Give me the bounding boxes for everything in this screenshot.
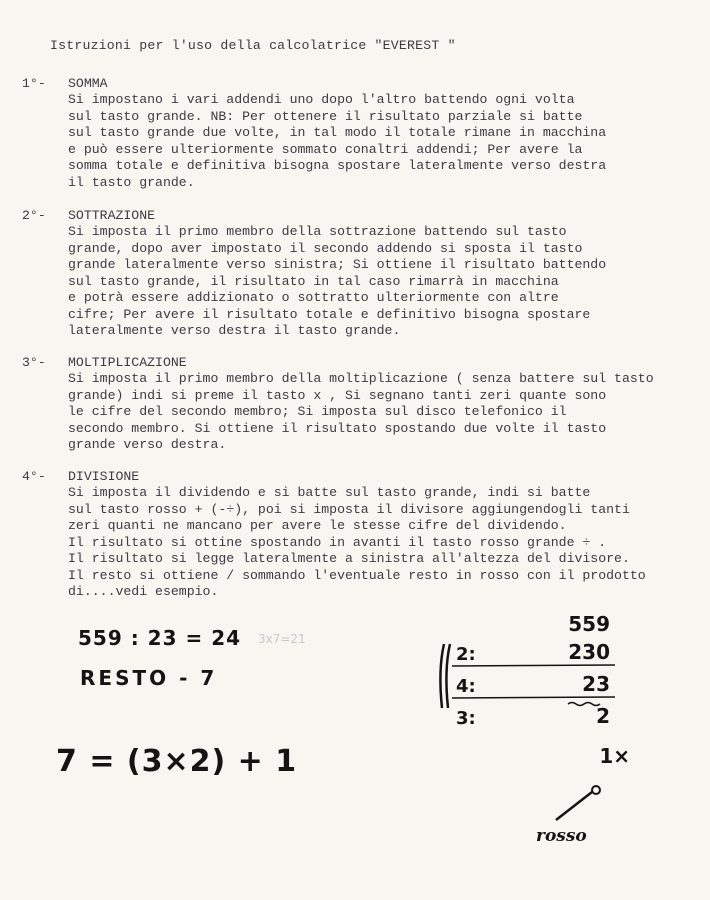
section-heading: MOLTIPLICAZIONE <box>68 355 187 370</box>
text-line: e potrà essere addizionato o sottratto ulteriormente con altre <box>68 290 559 305</box>
text-line: sul tasto grande, il risultato in tal caso rimarrà in macchina <box>68 273 559 289</box>
arrow-icon <box>550 782 610 826</box>
section-heading: SOMMA <box>68 76 108 91</box>
text-line: il tasto grande. <box>68 174 195 190</box>
text-line: grande) indi si preme il tasto x , Si segnano tanti zeri quante sono <box>68 387 607 403</box>
text-line: Si imposta il primo membro della moltiplicazione ( senza battere sul tasto <box>68 371 654 386</box>
text-line: le cifre del secondo membro; Si imposta sul disco telefonico il <box>68 404 567 419</box>
section-number: 3°- <box>22 355 46 370</box>
section-heading: SOTTRAZIONE <box>68 208 156 223</box>
section-body <box>68 371 708 454</box>
section-body <box>68 485 708 601</box>
text-line: Si imposta il dividendo e si batte sul tasto grande, indi si batte <box>68 485 591 500</box>
text-line: grande verso destra. <box>68 437 227 452</box>
text-line: sul tasto rosso + (-÷), poi si imposta il divisore aggiungendogli tanti <box>68 501 630 517</box>
text-line: cifre; Per avere il risultato totale e definitivo bisogna spostare <box>68 306 591 322</box>
handwritten-remainder: RESTO - 7 <box>80 666 218 690</box>
column-row-value: 1× <box>599 744 630 768</box>
text-line: grande, dopo aver impostato il secondo addendo si sposta il tasto <box>68 240 583 256</box>
text-line: e può essere ulteriormente sommato conaltri addendi; Per avere la <box>68 141 583 157</box>
column-row-label: 3: <box>456 708 476 729</box>
section-number: 4°- <box>22 469 46 484</box>
text-line: grande lateralmente verso sinistra; Si ottiene il risultato battendo <box>68 257 607 272</box>
text-line: secondo membro. Si ottiene il risultato spostando due volte il tasto <box>68 420 607 436</box>
column-top-value: 559 <box>568 612 610 636</box>
text-line: zeri quanti ne mancano per avere le stesse cifre del dividendo. <box>68 518 567 533</box>
section-number: 2°- <box>22 208 46 223</box>
text-line: Si impostano i vari addendi uno dopo l'altro battendo ogni volta <box>68 92 575 107</box>
text-line: sul tasto grande due volte, in tal modo il totale rimane in macchina <box>68 125 607 140</box>
text-line: sul tasto grande. NB: Per ottenere il risultato parziale si batte <box>68 108 583 124</box>
text-line: somma totale e definitiva bisogna spostare lateralmente verso destra <box>68 158 607 173</box>
text-line: lateralmente verso destra il tasto grande. <box>68 323 401 338</box>
handwritten-equation: 559 : 23 = 24 <box>78 626 242 650</box>
column-row-label: 2: <box>456 644 476 665</box>
text-line: Il risultato si ottine spostando in avanti il tasto rosso grande ÷ . <box>68 534 607 550</box>
column-row-value: 230 <box>568 640 610 664</box>
handwritten-rosso-label: rosso <box>536 826 587 846</box>
section-heading: DIVISIONE <box>68 469 140 484</box>
text-line: di....vedi esempio. <box>68 584 219 599</box>
section-number: 1°- <box>22 76 46 91</box>
text-line: Il risultato si legge lateralmente a sinistra all'altezza del divisore. <box>68 551 630 566</box>
text-line: Si imposta il primo membro della sottrazione battendo sul tasto <box>68 224 567 239</box>
column-row-label: 4: <box>456 676 476 697</box>
text-line: Il resto si ottiene / sommando l'eventuale resto in rosso con il prodotto <box>68 567 646 583</box>
faint-pencil-note: 3x7=21 <box>258 632 306 646</box>
document-title: Istruzioni per l'uso della calcolatrice "EVEREST " <box>50 38 456 53</box>
column-row-value: 2 <box>596 704 610 728</box>
column-row-value: 23 <box>582 672 610 696</box>
section-body <box>68 92 708 191</box>
section-body <box>68 224 708 340</box>
handwritten-check: 7 = (3×2) + 1 <box>56 744 298 779</box>
